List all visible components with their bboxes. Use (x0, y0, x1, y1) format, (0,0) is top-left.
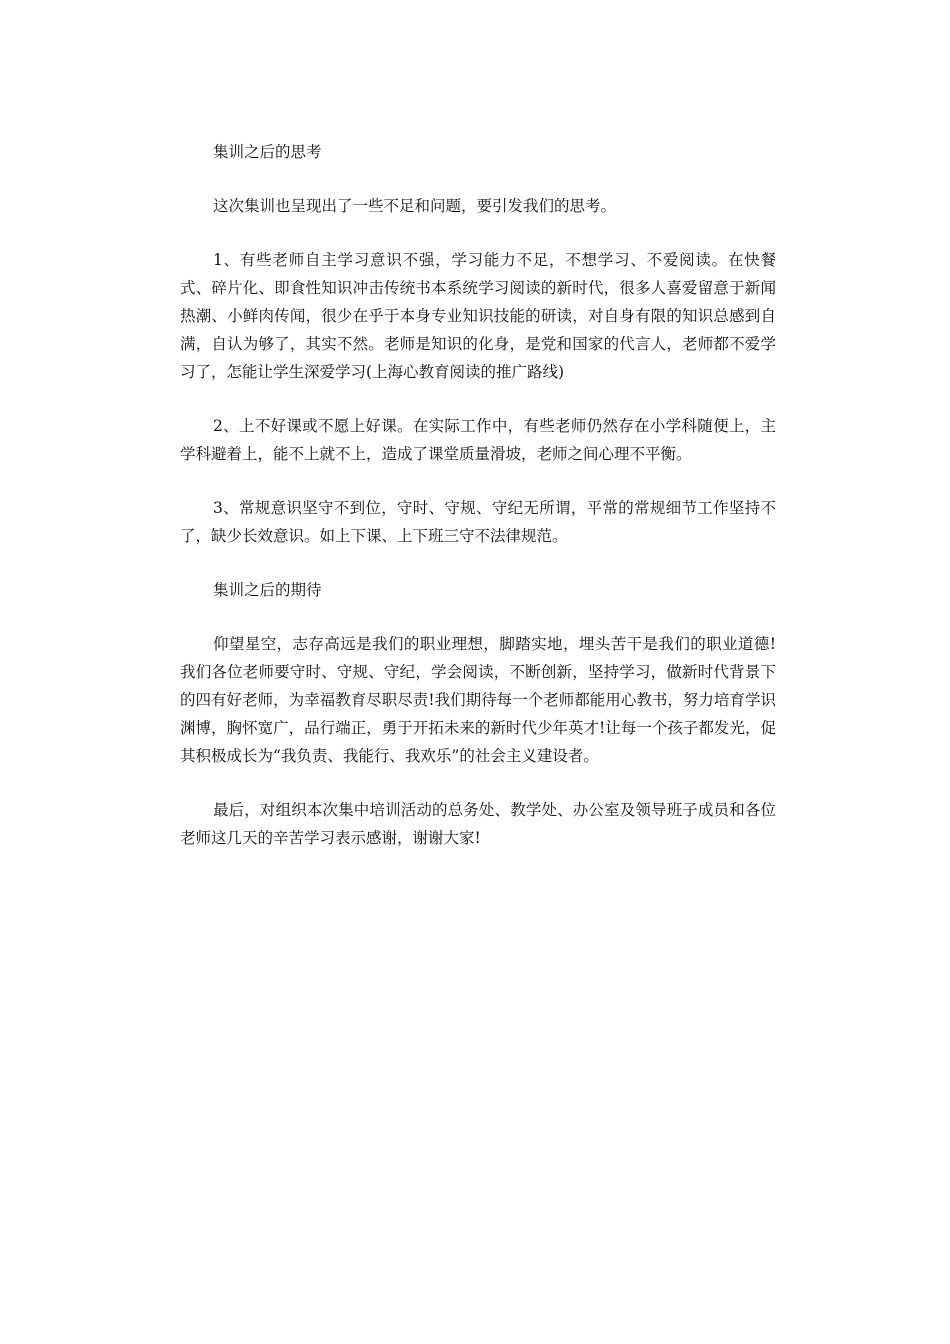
section-heading-expectation: 集训之后的期待 (213, 581, 322, 599)
point-2-paragraph: 2、上不好课或不愿上好课。在实际工作中，有些老师仍然存在小学科随便上，主学科避着上，能不上就不上，造成了课堂质量滑坡，老师之间心理不平衡。 (180, 417, 776, 463)
point-1-paragraph: 1、有些老师自主学习意识不强，学习能力不足，不想学习、不爱阅读。在快餐式、碎片化、即食性知识冲击传统书本系统学习阅读的新时代，很多人喜爱留意于新闻热潮、小鲜肉传闻，很少在乎于本身专业知识技能的研读，对自身有限的知识总感到自满，自认为够了，其实不然。老师是知识的化身，是党和国家的代言人，老师都不爱学习了，怎能让学生深爱学习(上海心教育阅读的推广路线) (180, 251, 776, 381)
document-page (180, 138, 776, 878)
closing-paragraph: 最后，对组织本次集中培训活动的总务处、教学处、办公室及领导班子成员和各位老师这几天的辛苦学习表示感谢，谢谢大家! (180, 801, 776, 847)
point-3-paragraph: 3、常规意识坚守不到位，守时、守规、守纪无所谓，平常的常规细节工作坚持不了，缺少长效意识。如上下课、上下班三守不法律规范。 (180, 499, 776, 545)
section-heading-reflection: 集训之后的思考 (213, 143, 322, 161)
expectation-paragraph: 仰望星空，志存高远是我们的职业理想，脚踏实地，埋头苦干是我们的职业道德!我们各位老师要守时、守规、守纪，学会阅读，不断创新，坚持学习，做新时代背景下的四有好老师，为幸福教育尽职尽责!我们期待每一个老师都能用心教书，努力培育学识渊博，胸怀宽广，品行端正，勇于开拓未来的新时代少年英才!让每一个孩子都发光，促其积极成长为“我负责、我能行、我欢乐”的社会主义建设者。 (180, 635, 776, 765)
intro-paragraph: 这次集训也呈现出了一些不足和问题，要引发我们的思考。 (213, 197, 617, 215)
